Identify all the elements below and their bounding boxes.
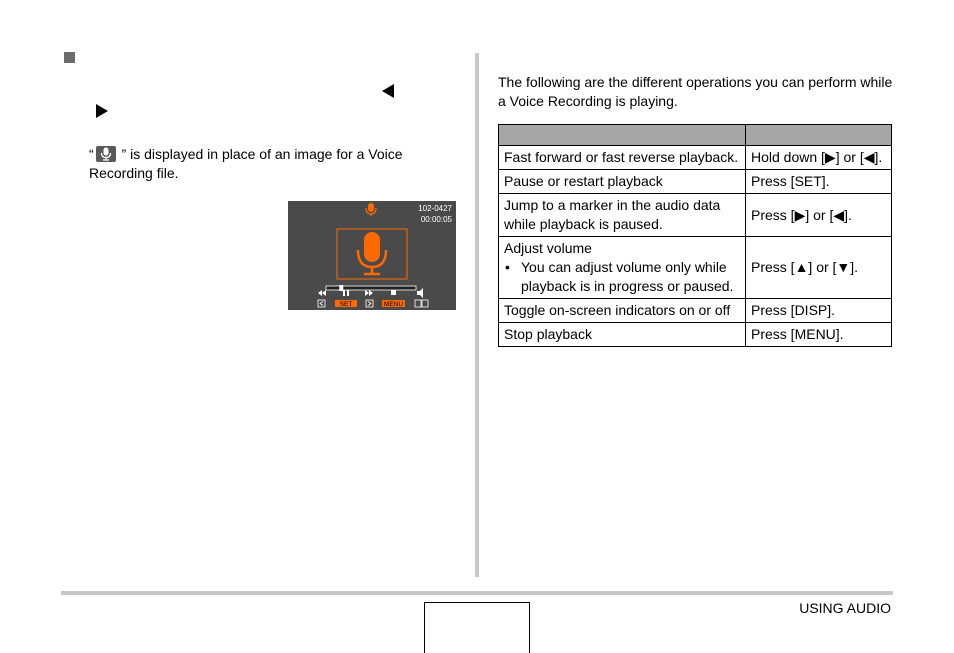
volume-icon bbox=[417, 288, 423, 298]
table-row bbox=[499, 237, 892, 299]
large-microphone-icon bbox=[358, 232, 386, 274]
menu-key-label: MENU bbox=[383, 301, 404, 308]
camera-screen-voice-playback bbox=[288, 201, 456, 310]
left-key-icon bbox=[318, 300, 325, 307]
table-cell-action: Jump to a marker in the audio data while playback is paused. bbox=[499, 194, 746, 237]
table-cell-method: Press [▲] or [▼]. bbox=[746, 237, 892, 299]
right-arrow-icon bbox=[96, 104, 108, 118]
column-divider bbox=[475, 53, 479, 577]
table-cell-method: Press [SET]. bbox=[746, 170, 892, 194]
bullet-mark: • bbox=[505, 259, 510, 275]
bullet-text: You can adjust volume only while playback is in progress or paused. bbox=[521, 259, 734, 294]
table-cell-action bbox=[499, 237, 746, 299]
table-row bbox=[499, 146, 892, 170]
up-down-key-icon bbox=[415, 300, 428, 307]
table-cell-action: Fast forward or fast reverse playback. bbox=[499, 146, 746, 170]
fast-forward-icon bbox=[365, 290, 373, 296]
section-square-marker bbox=[64, 52, 75, 63]
table-row bbox=[499, 323, 892, 347]
right-key-icon bbox=[366, 300, 373, 307]
table-cell-method: Press [DISP]. bbox=[746, 299, 892, 323]
playback-operations-table bbox=[498, 124, 892, 347]
table-cell-action: Stop playback bbox=[499, 323, 746, 347]
intro-text: The following are the different operations you can perform while a Voice Recording is playing. bbox=[498, 74, 893, 109]
left-arrow-icon bbox=[382, 84, 394, 98]
page-number-box bbox=[424, 602, 530, 653]
table-cell-action: Pause or restart playback bbox=[499, 170, 746, 194]
voice-file-note: “ ” is displayed in place of an image for a Voice Recording file. bbox=[89, 146, 403, 181]
table-cell-action: Toggle on-screen indicators on or off bbox=[499, 299, 746, 323]
table-cell-method: Press [MENU]. bbox=[746, 323, 892, 347]
stop-icon bbox=[391, 290, 396, 295]
small-microphone-icon bbox=[366, 203, 376, 216]
pause-icon bbox=[343, 290, 349, 296]
table-row bbox=[499, 299, 892, 323]
table-header-row bbox=[499, 125, 892, 146]
rewind-icon bbox=[318, 290, 326, 296]
table-cell-method: Press [▶] or [◀]. bbox=[746, 194, 892, 237]
table-row bbox=[499, 170, 892, 194]
playback-progress-knob bbox=[339, 285, 343, 291]
microphone-icon bbox=[96, 146, 116, 162]
footer-section-title: USING AUDIO bbox=[799, 600, 891, 616]
file-number: 102-0427 bbox=[418, 204, 452, 213]
footer-rule bbox=[61, 591, 893, 595]
set-key-label: SET bbox=[339, 301, 353, 308]
bullet-note bbox=[504, 258, 740, 296]
table-row bbox=[499, 194, 892, 237]
action-title: Adjust volume bbox=[504, 240, 592, 256]
table-header-operation bbox=[499, 125, 746, 146]
table-header-method bbox=[746, 125, 892, 146]
elapsed-time: 00:00:05 bbox=[420, 215, 452, 224]
table-cell-method: Hold down [▶] or [◀]. bbox=[746, 146, 892, 170]
